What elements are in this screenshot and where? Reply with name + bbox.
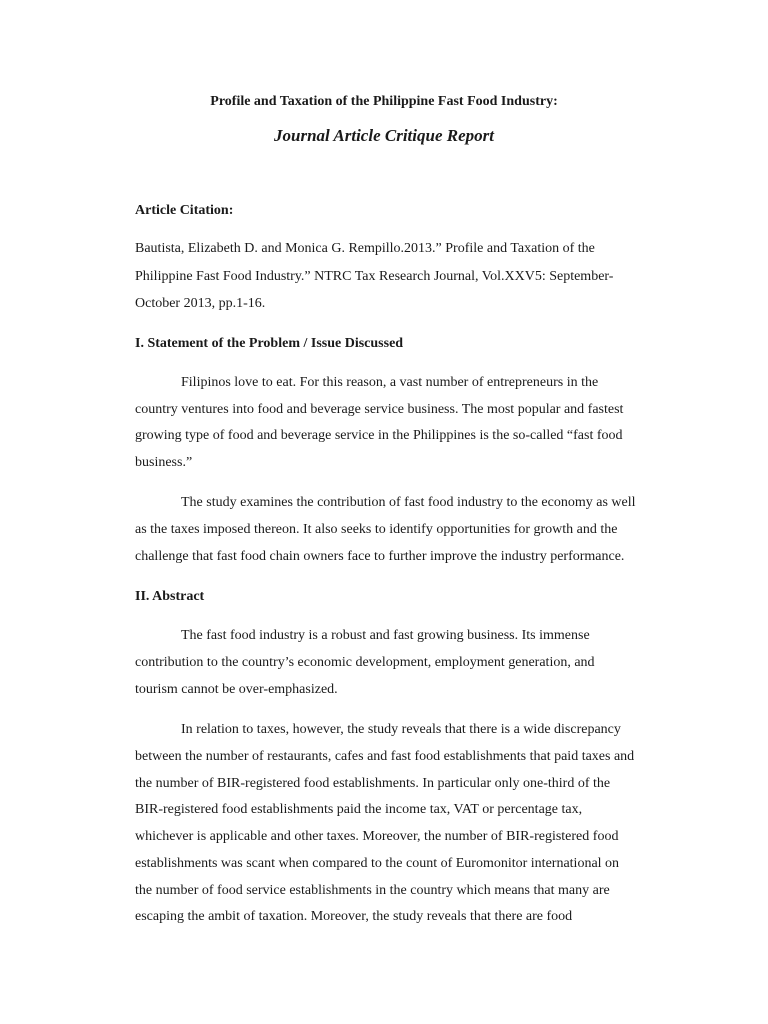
- paragraph-line: Filipinos love to eat. For this reason, a vast number of entrepreneurs in the: [181, 375, 599, 390]
- paragraph-line: the number of food service establishments in the country which means that many are: [135, 883, 610, 898]
- paragraph-line: as the taxes imposed thereon. It also seeks to identify opportunities for growth and the: [135, 522, 618, 537]
- paragraph-line: establishments was scant when compared to the count of Euromonitor international on: [135, 856, 620, 871]
- citation-line: October 2013, pp.1-16.: [135, 296, 266, 311]
- paragraph-line: whichever is applicable and other taxes. Moreover, the number of BIR-registered food: [135, 829, 619, 844]
- paragraph-line: contribution to the country’s economic development, employment generation, and: [135, 655, 595, 670]
- paragraph-line: tourism cannot be over-emphasized.: [135, 682, 338, 697]
- paragraph-line: between the number of restaurants, cafes and fast food establishments that paid taxes and: [135, 749, 635, 764]
- section-heading-abstract: II. Abstract: [135, 589, 205, 604]
- document-title: Profile and Taxation of the Philippine Fast Food Industry:: [210, 94, 558, 109]
- paragraph-line: business.”: [135, 455, 193, 470]
- paragraph-line: The study examines the contribution of fast food industry to the economy as well: [181, 495, 636, 510]
- citation-line: Bautista, Elizabeth D. and Monica G. Rempillo.2013.” Profile and Taxation of the: [135, 241, 595, 256]
- paragraph-line: the number of BIR-registered food establishments. In particular only one-third of the: [135, 776, 611, 791]
- paragraph-line: escaping the ambit of taxation. Moreover, the study reveals that there are food: [135, 909, 573, 924]
- document-subtitle: Journal Article Critique Report: [274, 126, 494, 145]
- citation-heading: Article Citation:: [135, 203, 234, 218]
- paragraph-line: The fast food industry is a robust and fast growing business. Its immense: [181, 628, 590, 643]
- citation-line: Philippine Fast Food Industry.” NTRC Tax Research Journal, Vol.XXV5: September-: [135, 269, 614, 284]
- paragraph-line: In relation to taxes, however, the study reveals that there is a wide discrepancy: [181, 722, 621, 737]
- paragraph-line: challenge that fast food chain owners face to further improve the industry performance.: [135, 549, 625, 564]
- section-heading-problem: I. Statement of the Problem / Issue Discussed: [135, 336, 404, 351]
- paragraph-line: growing type of food and beverage service in the Philippines is the so-called “fast food: [135, 428, 623, 443]
- paragraph-line: country ventures into food and beverage service business. The most popular and fastest: [135, 402, 624, 417]
- paragraph-line: BIR-registered food establishments paid the income tax, VAT or percentage tax,: [135, 802, 583, 817]
